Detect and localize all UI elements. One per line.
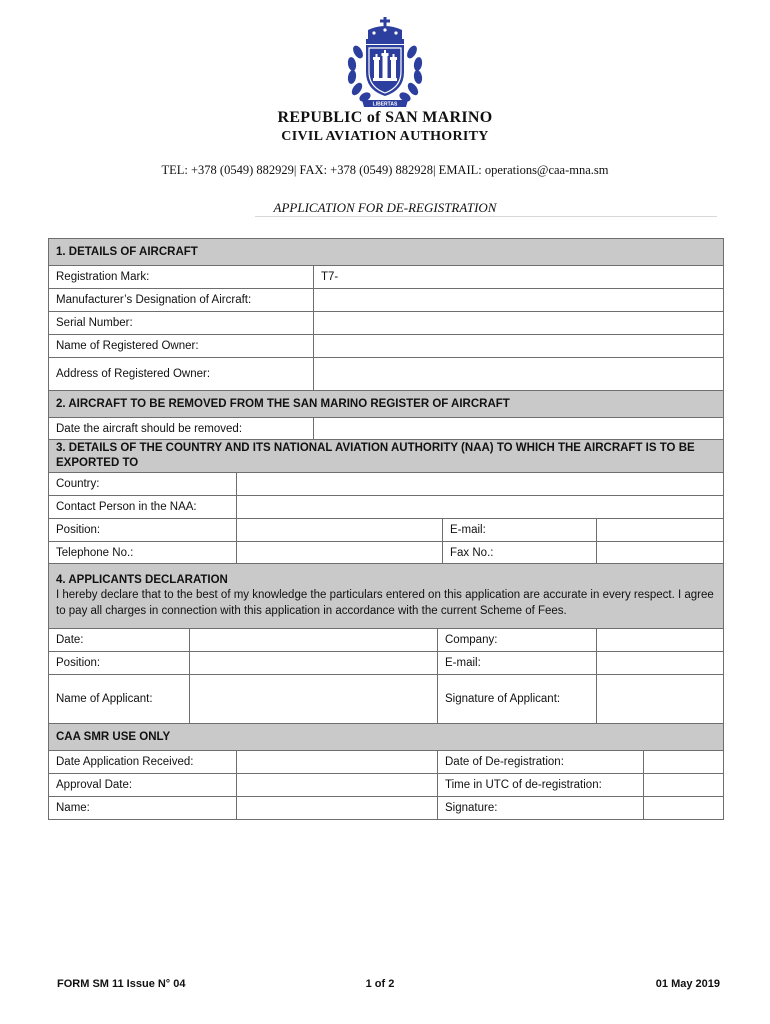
deregistration-date-label: Date of De-registration: bbox=[438, 751, 644, 774]
applicant-position-label: Position: bbox=[49, 652, 190, 675]
naa-position-label: Position: bbox=[49, 519, 237, 542]
caa-signature-label: Signature: bbox=[438, 797, 644, 820]
applicant-email-field[interactable] bbox=[597, 652, 724, 675]
footer-page-number: 1 of 2 bbox=[365, 978, 395, 990]
approval-date-label: Approval Date: bbox=[49, 774, 237, 797]
naa-position-field[interactable] bbox=[237, 519, 443, 542]
country-label: Country: bbox=[49, 473, 237, 496]
applicant-date-field[interactable] bbox=[190, 629, 438, 652]
crest-motto: LIBERTAS bbox=[372, 101, 398, 108]
contact-person-field[interactable] bbox=[237, 496, 724, 519]
fax-field[interactable] bbox=[597, 542, 724, 564]
owner-address-label: Address of Registered Owner: bbox=[49, 358, 314, 391]
registration-mark-field[interactable]: T7- bbox=[314, 266, 724, 289]
owner-name-label: Name of Registered Owner: bbox=[49, 335, 314, 358]
manufacturer-designation-field[interactable] bbox=[314, 289, 724, 312]
owner-name-field[interactable] bbox=[314, 335, 724, 358]
registration-mark-label: Registration Mark: bbox=[49, 266, 314, 289]
caa-use-header: CAA SMR USE ONLY bbox=[49, 724, 724, 751]
section-4-title: 4. APPLICANTS DECLARATION bbox=[56, 573, 228, 586]
naa-email-field[interactable] bbox=[597, 519, 724, 542]
applicant-signature-field[interactable] bbox=[597, 675, 724, 724]
footer-form-reference: FORM SM 11 Issue N° 04 bbox=[57, 978, 186, 990]
naa-email-label: E-mail: bbox=[443, 519, 597, 542]
company-field[interactable] bbox=[597, 629, 724, 652]
caa-signature-field[interactable] bbox=[644, 797, 724, 820]
applicant-name-label: Name of Applicant: bbox=[49, 675, 190, 724]
telephone-field[interactable] bbox=[237, 542, 443, 564]
applicant-date-label: Date: bbox=[49, 629, 190, 652]
contact-person-label: Contact Person in the NAA: bbox=[49, 496, 237, 519]
manufacturer-designation-label: Manufacturer’s Designation of Aircraft: bbox=[49, 289, 314, 312]
authority-heading: CIVIL AVIATION AUTHORITY bbox=[281, 129, 489, 144]
applicant-signature-label: Signature of Applicant: bbox=[438, 675, 597, 724]
country-heading: REPUBLIC of SAN MARINO bbox=[277, 109, 493, 126]
serial-number-field[interactable] bbox=[314, 312, 724, 335]
utc-time-label: Time in UTC of de-registration: bbox=[438, 774, 644, 797]
caa-name-label: Name: bbox=[49, 797, 237, 820]
country-field[interactable] bbox=[237, 473, 724, 496]
applicant-email-label: E-mail: bbox=[438, 652, 597, 675]
san-marino-coat-of-arms-logo bbox=[344, 16, 426, 110]
section-1-header: 1. DETAILS OF AIRCRAFT bbox=[49, 239, 724, 266]
utc-time-field[interactable] bbox=[644, 774, 724, 797]
section-4-header bbox=[49, 564, 724, 629]
date-received-field[interactable] bbox=[237, 751, 438, 774]
approval-date-field[interactable] bbox=[237, 774, 438, 797]
form-title: APPLICATION FOR DE-REGISTRATION bbox=[273, 200, 497, 215]
deregistration-form bbox=[48, 238, 724, 820]
contact-line: TEL: +378 (0549) 882929| FAX: +378 (0549) 882928| EMAIL: operations@caa-mna.sm bbox=[161, 163, 609, 177]
footer-date: 01 May 2019 bbox=[655, 978, 720, 990]
declaration-text: I hereby declare that to the best of my knowledge the particulars entered on this application are accurate in every respect. I agree to pay all charges in connection with this application in accordance with the current Scheme of Fees. bbox=[56, 589, 714, 617]
caa-name-field[interactable] bbox=[237, 797, 438, 820]
title-divider bbox=[255, 216, 717, 217]
owner-address-field[interactable] bbox=[314, 358, 724, 391]
applicant-position-field[interactable] bbox=[190, 652, 438, 675]
telephone-label: Telephone No.: bbox=[49, 542, 237, 564]
serial-number-label: Serial Number: bbox=[49, 312, 314, 335]
fax-label: Fax No.: bbox=[443, 542, 597, 564]
section-3-header: 3. DETAILS OF THE COUNTRY AND ITS NATIONAL AVIATION AUTHORITY (NAA) TO WHICH THE AIRCRAFT IS TO BE EXPORTED TO bbox=[49, 440, 724, 473]
section-2-header: 2. AIRCRAFT TO BE REMOVED FROM THE SAN MARINO REGISTER OF AIRCRAFT bbox=[49, 391, 724, 418]
applicant-name-field[interactable] bbox=[190, 675, 438, 724]
deregistration-date-field[interactable] bbox=[644, 751, 724, 774]
removal-date-field[interactable] bbox=[314, 418, 724, 440]
date-received-label: Date Application Received: bbox=[49, 751, 237, 774]
removal-date-label: Date the aircraft should be removed: bbox=[49, 418, 314, 440]
company-label: Company: bbox=[438, 629, 597, 652]
